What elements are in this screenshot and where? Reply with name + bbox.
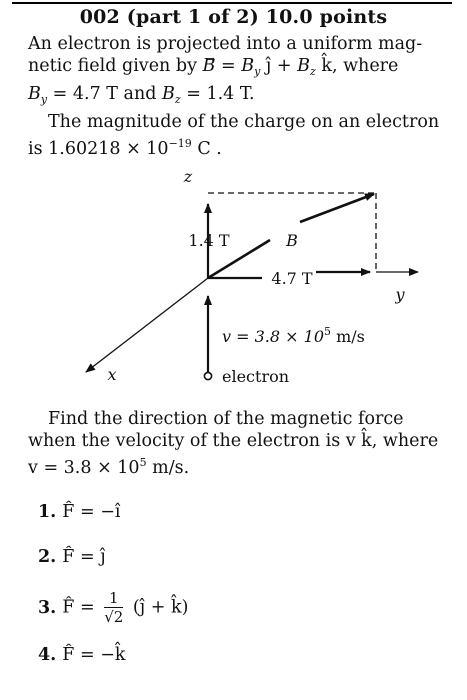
charge-line-1: The magnitude of the charge on an electron: [48, 112, 440, 132]
b-vector-label: B: [286, 231, 298, 250]
problem-intro: [28, 33, 453, 160]
electron-label: electron: [222, 367, 290, 386]
option-2-number: 2.: [38, 547, 57, 567]
y-axis-label: y: [395, 285, 405, 304]
intro-line-1: An electron is projected into a uniform mag-: [28, 34, 423, 54]
x-axis-arrow: [86, 278, 208, 372]
problem-header: 002 (part 1 of 2) 10.0 points: [79, 6, 388, 28]
option-1-number: 1.: [38, 502, 57, 522]
option-1[interactable]: [38, 502, 120, 522]
velocity-arrow: [204, 296, 211, 380]
y-axis-arrow: [208, 272, 418, 278]
question-line-1: Find the direction of the magnetic force: [48, 409, 404, 429]
charge-line-2: is $1.60218 \times 10^{-19}$ C .: [28, 137, 222, 159]
z-axis-label: z: [183, 167, 193, 186]
option-3-post: (ĵ + k̂): [132, 597, 189, 618]
question-text: [28, 408, 453, 479]
option-2[interactable]: [38, 547, 106, 567]
question-line-2: when the velocity of the electron is v k̂, where: [28, 431, 439, 451]
option-3-number: 3.: [38, 597, 57, 618]
top-rule: [12, 2, 452, 4]
intro-line-2: netic field given by B⃗ = $B_y$ ĵ + $B_z$ k̂, where: [28, 56, 399, 78]
x-axis-label: x: [107, 365, 117, 384]
option-3-fraction: $\frac{1}{√2}$: [104, 589, 124, 626]
velocity-label: $v = 3.8 \times 10^5$ m/s: [222, 325, 365, 346]
option-2-text: F̂ = ĵ: [62, 547, 106, 567]
option-3[interactable]: [38, 590, 188, 626]
option-4[interactable]: [38, 645, 125, 665]
by-value-label: 4.7 T: [271, 269, 313, 288]
intro-line-3: $B_y = 4.7$ T and $B_z = 1.4$ T.: [28, 84, 255, 106]
field-diagram: [0, 160, 467, 390]
option-3-pre: F̂ =: [62, 597, 95, 618]
option-1-text: F̂ = −î: [62, 502, 121, 522]
question-line-3: $v = 3.8 \times 10^5$ m/s.: [28, 456, 190, 478]
option-4-text: F̂ = −k̂: [62, 645, 126, 665]
bz-value-label: 1.4 T: [188, 231, 230, 250]
option-4-number: 4.: [38, 645, 57, 665]
